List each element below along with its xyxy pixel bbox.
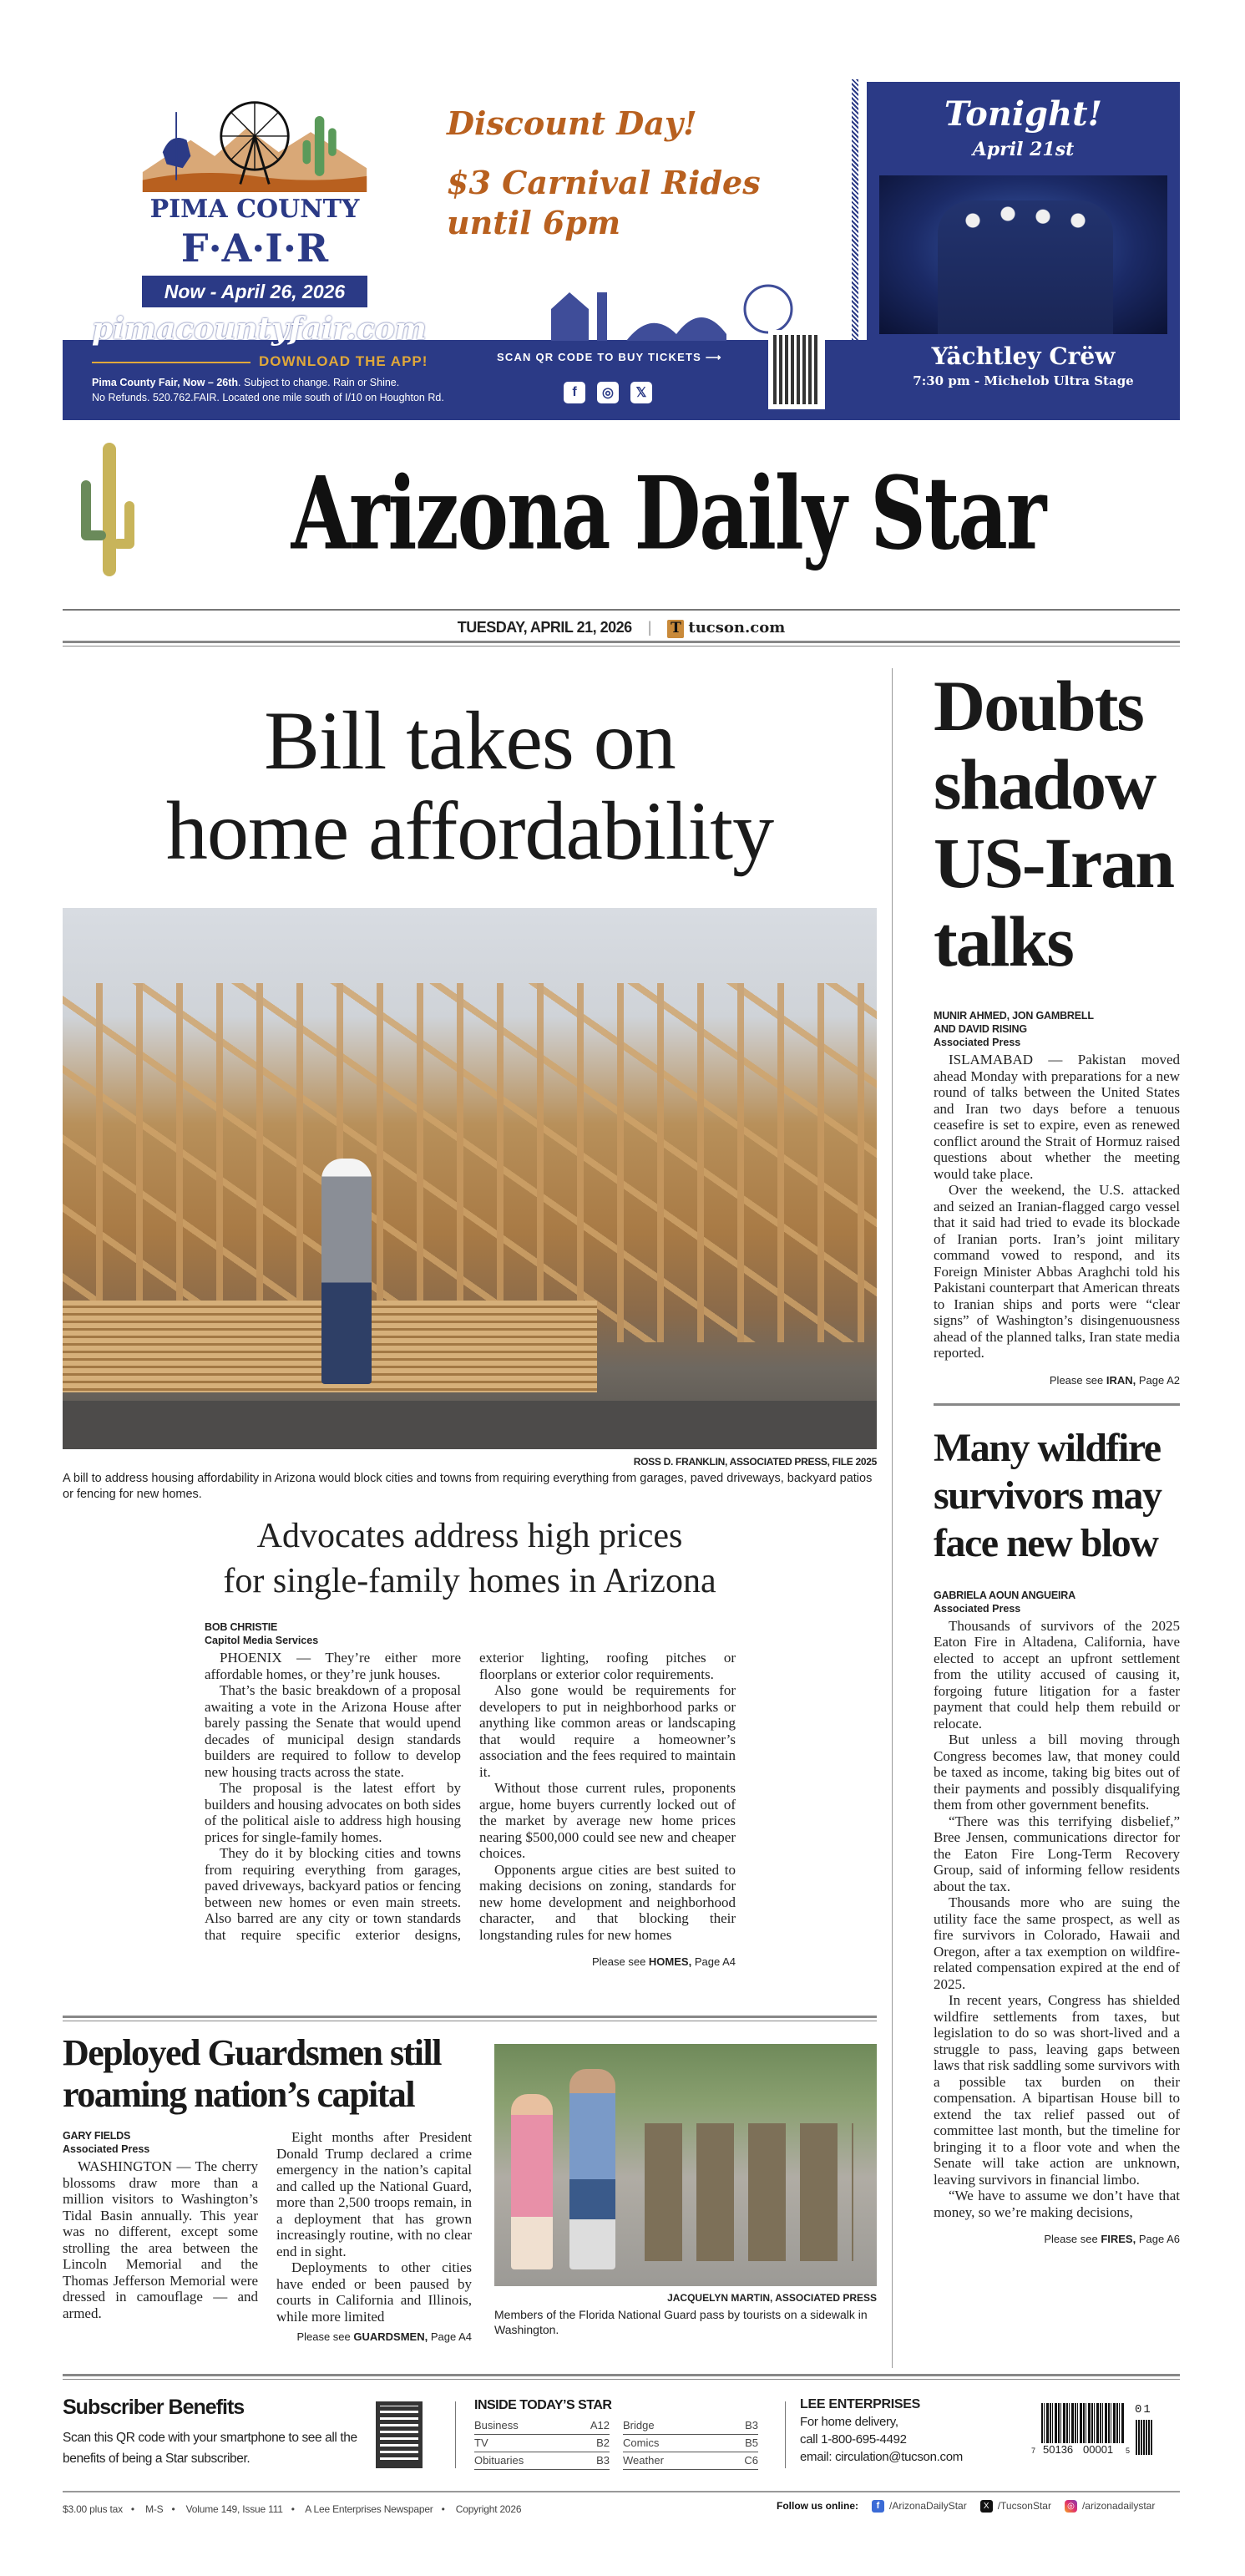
x-icon[interactable]: X: [980, 2500, 993, 2513]
index-page: B3: [724, 2416, 758, 2434]
jump-prefix: Please see: [1049, 1373, 1106, 1387]
lead-paragraph: They do it by blocking cities and towns from requiring everything from garages, paved driveways, backyard patios or fencing between new homes or even main streets. Also barred are any city or town standards that require specific exterior designs, exterior lighting, roofing pitches or floorplans or exterior color requirements.: [205, 1650, 736, 1943]
ad-headline-rides: $3 Carnival Rides until 6pm: [447, 164, 761, 241]
fires-body: [934, 1618, 1180, 2221]
iran-author-line2: AND DAVID RISING: [934, 1023, 1027, 1035]
footer-double-rule: [63, 2374, 1180, 2380]
guard-paragraph: Deployments to other cities have ended or been paused by courts in California and Illinois, while more limited: [276, 2259, 472, 2325]
tonight-date: April 21st: [972, 139, 1075, 160]
lead-bottom-rule: [63, 2016, 877, 2021]
facebook-icon[interactable]: f: [872, 2500, 884, 2513]
lead-paragraph: PHOENIX — They’re either more affordable homes, or they’re junk houses.: [205, 1650, 461, 1682]
index-section: Business: [474, 2416, 571, 2434]
tonight-heading: Tonight!: [944, 94, 1103, 134]
guard-body: [63, 2129, 472, 2325]
lead-photo[interactable]: [63, 908, 877, 1449]
guard-story: [63, 2032, 472, 2345]
arrow-right-icon: ⟶: [705, 351, 722, 363]
ad-divider-hatch: [852, 79, 858, 340]
iran-author-line1: MUNIR AHMED, JON GAMBRELL: [934, 1010, 1094, 1022]
barcode-bars: [1041, 2403, 1125, 2443]
index-page: B5: [724, 2434, 758, 2452]
iran-headline: Doubts shadow US-Iran talks: [934, 666, 1174, 981]
fires-paragraph: But unless a bill moving through Congress becomes law, that money could be taxed as income, taking big bites out of their payments and possibly disqualifying them from other government benefits.: [934, 1732, 1180, 1813]
follow-us: [777, 2499, 1155, 2513]
download-app-link[interactable]: DOWNLOAD THE APP!: [259, 353, 428, 369]
iran-body: [934, 1052, 1180, 1362]
follow-label: Follow us online:: [777, 2500, 858, 2512]
jump-prefix: Please see: [1044, 2233, 1101, 2245]
jump-key: FIRES,: [1101, 2233, 1136, 2245]
lead-subhead: [63, 1514, 877, 1604]
fair-dates: Now - April 26, 2026: [142, 276, 367, 307]
guard-photo-credit: JACQUELYN MARTIN, ASSOCIATED PRESS: [667, 2292, 877, 2304]
ferris-wheel-logo: [138, 96, 372, 192]
qr-pattern: [773, 335, 820, 404]
jump-page: Page A4: [428, 2330, 472, 2343]
lead-subhead-line1: Advocates address high prices: [256, 1517, 683, 1555]
iran-byline: [934, 1009, 1180, 1049]
scan-qr-text: SCAN QR CODE TO BUY TICKETS: [497, 351, 701, 363]
x-icon[interactable]: 𝕏: [630, 382, 652, 403]
lead-headline-line1: Bill takes on: [264, 694, 676, 787]
facebook-icon[interactable]: f: [564, 382, 585, 403]
guard-photo[interactable]: [494, 2044, 877, 2286]
barcode: [1031, 2401, 1177, 2472]
lead-byline: [205, 1620, 736, 1647]
guard-jump-link[interactable]: [63, 2330, 472, 2345]
lead-org: Capitol Media Services: [205, 1635, 319, 1646]
fires-paragraph: Thousands more who are suing the utility face the same prospect, as well as fire survivors in Colorado, Hawaii and Oregon, after a tax exemption on wildfire-related compensation expired at the end of 2025.: [934, 1894, 1180, 1992]
dateline: [63, 618, 1180, 638]
publication-info: [63, 2502, 521, 2516]
bullet: •: [130, 2503, 134, 2515]
barcode-digits1: 50136: [1043, 2443, 1074, 2456]
iran-bottom-rule: [934, 1403, 1180, 1406]
lee-title: LEE ENTERPRISES: [800, 2397, 920, 2411]
inside-title: INSIDE TODAY’S STAR: [474, 2398, 612, 2412]
fires-jump-link[interactable]: [934, 2232, 1180, 2247]
jump-key: HOMES,: [648, 1955, 692, 1968]
guard-paragraph: Eight months after President Donald Trump declared a crime emergency in the nation’s capital and called up the National Guard, more than 2,500 troops remain, in a deployment that has grown increasingly routine, with no clear end in sight.: [276, 2129, 472, 2259]
guard-photo-caption: Members of the Florida National Guard pass by tourists on a sidewalk in Washington.: [494, 2308, 868, 2336]
index-page: A12: [571, 2416, 610, 2434]
lead-subhead-line2: for single-family homes in Arizona: [223, 1562, 716, 1600]
lead-headline: [63, 696, 877, 876]
masthead-title: Arizona Daily Star: [291, 454, 1045, 573]
jump-key: GUARDSMEN,: [353, 2330, 428, 2343]
tonight-panel: [867, 82, 1180, 420]
index-page: C6: [724, 2452, 758, 2469]
bullet: •: [441, 2503, 445, 2515]
divider-line: [92, 362, 251, 363]
dateline-divider: |: [647, 619, 652, 636]
lead-paragraph: Without those current rules, proponents argue, home buyers currently locked out of the market by average new home prices nearing $500,000 could see new and cheaper choices.: [479, 1780, 736, 1861]
fair-name-line2: F·A·I·R: [180, 226, 329, 271]
bullet: •: [171, 2503, 175, 2515]
jump-prefix: Please see: [296, 2330, 354, 2343]
fair-ad[interactable]: [63, 79, 1180, 422]
footer-divider: [455, 2401, 456, 2468]
fair-name: [121, 194, 388, 271]
iran-paragraph: ISLAMABAD — Pakistan moved ahead Monday with preparations for a new round of talks between the United States and Iran two days before a tenuous ceasefire is set to expire, even as renewed conflict around the Strait of Hormuz raised questions about whether the meeting would take place.: [934, 1052, 1180, 1182]
tucson-logo-icon: T: [667, 620, 684, 638]
volume-issue: Volume 149, Issue 111: [185, 2503, 283, 2515]
barcode-issue: 01: [1135, 2403, 1152, 2416]
subscriber-text: Scan this QR code with your smartphone to see all the benefits of being a Star subscriber.: [63, 2431, 357, 2466]
index-page: B2: [571, 2434, 610, 2452]
saguaro-cactus-icon: [71, 443, 146, 576]
jump-key: IRAN,: [1106, 1373, 1136, 1387]
lead-photo-credit: ROSS D. FRANKLIN, ASSOCIATED PRESS, FILE 2025: [633, 1456, 877, 1468]
iran-jump-link[interactable]: [934, 1373, 1180, 1388]
fires-paragraph: Thousands of survivors of the 2025 Eaton Fire in Altadena, California, have elected to accept an upfront settlement from the utility accused of causing it, forgoing future litigation for a faster payment that could help them rebuild or relocate.: [934, 1617, 1180, 1732]
index-row[interactable]: [474, 2416, 610, 2434]
lead-paragraph: That’s the basic breakdown of a proposal awaiting a vote in the Arizona House after barely passing the Senate that would upend decades of municipal design standards builders are required to follow to develop new housing tracts across the state.: [205, 1682, 461, 1780]
copyright: Copyright 2026: [455, 2503, 522, 2515]
index-row[interactable]: [623, 2452, 758, 2469]
bullet: •: [291, 2503, 295, 2515]
barcode-right-digit: 5: [1126, 2447, 1131, 2455]
ad-social-icons: [564, 382, 652, 403]
frequency: M-S: [145, 2503, 164, 2515]
band-name: Yächtley Crëw: [931, 342, 1116, 370]
footer-bottom-rule: [63, 2491, 1180, 2492]
lee-phone[interactable]: call 1-800-695-4492: [800, 2432, 907, 2447]
lee-email[interactable]: email: circulation@tucson.com: [800, 2450, 963, 2464]
barcode-digits2: 00001: [1083, 2443, 1114, 2456]
lead-paragraph: Also gone would be requirements for developers to put in neighborhood parks or anything like common areas or landscaping that would require a homeowner’s association and the fees required to maintain it.: [479, 1682, 736, 1780]
ticket-qr-code[interactable]: [768, 330, 825, 409]
lead-body: [205, 1650, 736, 1943]
iran-paragraph: Over the weekend, the U.S. attacked and seized an Iranian-flagged cargo vessel that it said had tried to evade its blockade of Iranian ports. Iran’s joint military command vowed to respond, and its Foreign Minister Abbas Araghchi told his Pakistani counterpart that American threats to Iranian ships and ports were “clear signs” of Washington’s disingenuousness ahead of the planned talks, Iran state media reported.: [934, 1182, 1180, 1361]
worker-figure: [321, 1159, 372, 1384]
jump-prefix: Please see: [591, 1955, 649, 1968]
price: $3.00 plus tax: [63, 2503, 123, 2515]
lead-jump-link[interactable]: [205, 1955, 736, 1970]
index-row[interactable]: [623, 2434, 758, 2452]
fair-fine-print: [92, 375, 444, 405]
fires-author: GABRIELA AOUN ANGUEIRA: [934, 1589, 1075, 1601]
masthead-rule: [63, 609, 1180, 611]
right-column: [934, 667, 1180, 2247]
fires-paragraph: “There was this terrifying disbelief,” Bree Jensen, communications director for the Eaton Fire Long-Term Recovery Group, said of informing fellow residents about the tax.: [934, 1813, 1180, 1894]
x-link[interactable]: /TucsonStar: [997, 2500, 1051, 2512]
scan-qr-label: [497, 351, 722, 364]
fine-print-line2: No Refunds. 520.762.FAIR. Located one mile south of I/10 on Houghton Rd.: [92, 392, 444, 403]
fires-headline: Many wildfire survivors may face new blow: [934, 1425, 1161, 1565]
index-section: TV: [474, 2434, 571, 2452]
index-section: Bridge: [623, 2416, 724, 2434]
guard-org: Associated Press: [63, 2143, 150, 2155]
publisher: A Lee Enterprises Newspaper: [305, 2503, 433, 2515]
index-row[interactable]: [474, 2452, 610, 2469]
footer-divider: [785, 2401, 786, 2468]
subscriber-title: Subscriber Benefits: [63, 2396, 245, 2419]
lead-photo-caption: A bill to address housing affordability in Arizona would block cities and towns from requiring everything from garages, paved driveways, backyard patios or fencing for new homes.: [63, 1472, 873, 1501]
fires-byline: [934, 1589, 1180, 1615]
lead-headline-line2: home affordability: [165, 784, 774, 877]
fair-name-line1: PIMA COUNTY: [149, 195, 360, 224]
instagram-link[interactable]: /arizonadailystar: [1081, 2500, 1156, 2512]
column-divider: [892, 668, 893, 2368]
subscriber-qr-code[interactable]: [376, 2401, 423, 2468]
barcode-addon: [1136, 2420, 1152, 2455]
fair-website-link[interactable]: pimacountyfair.com: [92, 312, 427, 347]
show-time: 7:30 pm - Michelob Ultra Stage: [913, 373, 1134, 388]
lead-paragraph: Opponents argue cities are best suited to making decisions on zoning, standards for new home development and neighborhood character, and that blocking their longstanding rules for new homes: [479, 1861, 736, 1943]
guard-author: GARY FIELDS: [63, 2130, 131, 2142]
lee-line1: For home delivery,: [800, 2415, 898, 2429]
masthead-double-rule: [63, 641, 1180, 647]
jump-page: Page A4: [691, 1955, 736, 1968]
inside-index-left: [474, 2416, 610, 2470]
fires-paragraph: “We have to assume we don’t have that money, so we’re making decisions,: [934, 2188, 1180, 2220]
band-photo: [879, 175, 1167, 334]
lee-enterprises: [800, 2396, 963, 2466]
site-link[interactable]: tucson.com: [688, 619, 786, 636]
guard-headline: Deployed Guardsmen still roaming nation’s capital: [63, 2032, 441, 2115]
ad-headline-discount: Discount Day!: [447, 104, 697, 142]
instagram-icon[interactable]: ◎: [1065, 2500, 1077, 2513]
lead-author: BOB CHRISTIE: [205, 1621, 278, 1633]
facebook-link[interactable]: /ArizonaDailyStar: [889, 2500, 967, 2512]
index-row[interactable]: [623, 2416, 758, 2434]
index-section: Comics: [623, 2434, 724, 2452]
index-page: B3: [571, 2452, 610, 2469]
lead-paragraph: The proposal is the latest effort by builders and housing advocates on both sides of the political aisle to address high housing prices for single-family homes.: [205, 1780, 461, 1845]
guard-byline: [63, 2129, 258, 2156]
fires-paragraph: In recent years, Congress has shielded wildfire settlements from taxes, but legislation to do so was short-lived and a struggle to pass, leaving gaps between laws that risk saddling some survivors with a possible tax burden on their compensation. A bipartisan House bill to extend the tax relief passed out of committee last month, but the timeline for bringing it to a floor vote and when the Senate will take action are unknown, leaving survivors in financial limbo.: [934, 1992, 1180, 2188]
index-section: Weather: [623, 2452, 724, 2469]
issue-date: TUESDAY, APRIL 21, 2026: [457, 619, 632, 636]
guard-paragraph: WASHINGTON — The cherry blossoms draw more than a million visitors to Washington’s Tidal Basin annually. This year was no different, except some strolling the area between the Lincoln Memorial and the Thomas Jefferson Memorial were dressed in camouflage — and armed.: [63, 2158, 258, 2321]
index-section: Obituaries: [474, 2452, 571, 2469]
barcode-left-digit: 7: [1031, 2447, 1036, 2455]
fine-print-bold: Pima County Fair, Now – 26th: [92, 377, 239, 388]
iran-org: Associated Press: [934, 1037, 1021, 1048]
jump-page: Page A2: [1136, 1373, 1180, 1387]
index-row[interactable]: [474, 2434, 610, 2452]
instagram-icon[interactable]: ◎: [597, 382, 619, 403]
fine-print-text: . Subject to change. Rain or Shine.: [238, 377, 400, 388]
jump-page: Page A6: [1136, 2233, 1180, 2245]
lead-article: [205, 1620, 736, 1970]
inside-index-right: [623, 2416, 758, 2470]
fires-org: Associated Press: [934, 1602, 1021, 1615]
